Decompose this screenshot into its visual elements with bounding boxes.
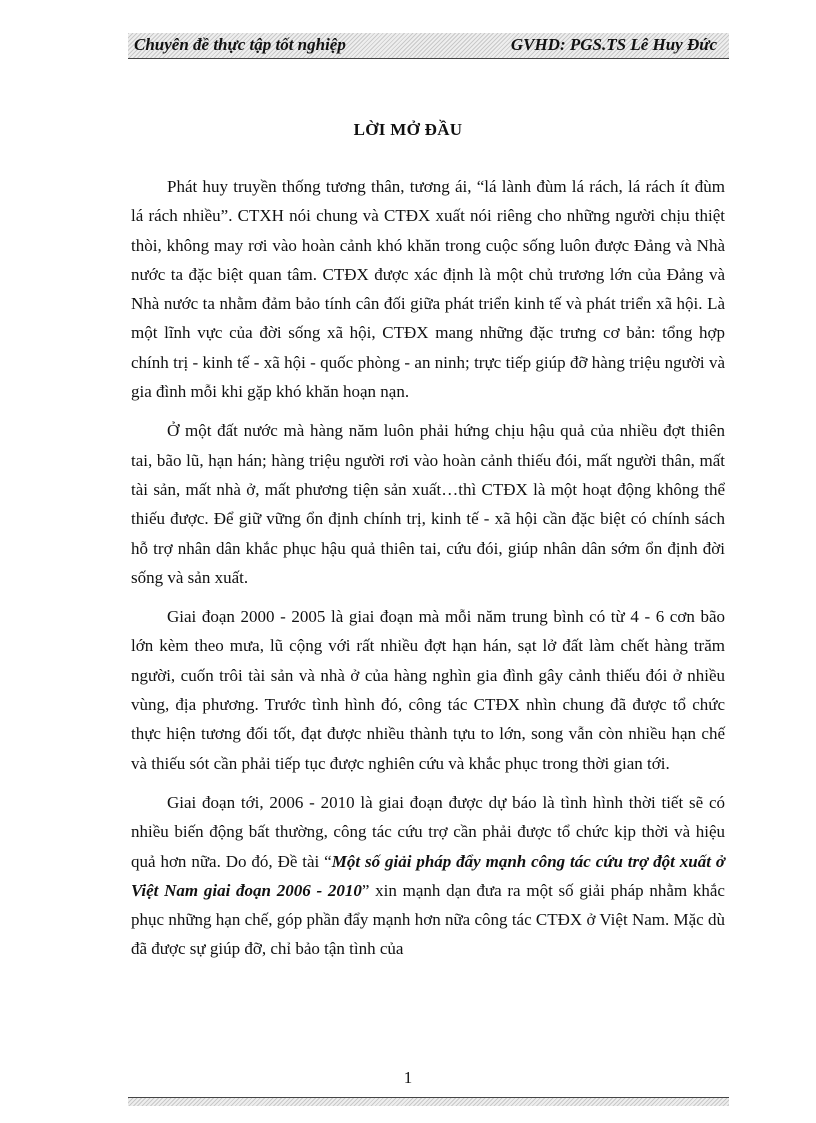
header-course-title: Chuyên đề thực tập tốt nghiệp (134, 35, 346, 54)
paragraph-4-continuation: ” xin mạnh dạn đưa ra một số giải pháp nhằm khắc phục những hạn chế, góp phần đẩy mạnh hơn nữa công tác CTĐX ở Việt Nam. Mặc dù đã được sự giúp đỡ, chỉ bảo tận tình của (131, 880, 725, 959)
header-supervisor: GVHD: PGS.TS Lê Huy Đức (510, 35, 717, 54)
paragraph-3: Giai đoạn 2000 - 2005 là giai đoạn mà mỗi năm trung bình có từ 4 - 6 cơn bão lớn kèm theo mưa, lũ cộng với rất nhiều đợt hạn hán, sạt lở đất làm chết hàng trăm người, cuốn trôi tài sản và nhà ở của hàng nghìn gia đình gây cảnh thiếu đói ở nhiều vùng, địa phương. Trước tình hình đó, công tác CTĐX nhìn chung đã được tổ chức thực hiện tương đối tốt, đạt được nhiều thành tựu to lớn, song vẫn còn nhiều hạn chế và thiếu sót cần phải tiếp tục được nghiên cứu và khắc phục trong thời gian tới. (131, 607, 725, 773)
thesis-topic-title: Một số giải pháp đẩy mạnh công tác cứu trợ đột xuất ở Việt Nam giai đoạn 2006 - 2010 (131, 851, 725, 900)
body-text (131, 172, 725, 974)
paragraph-4-intro: Giai đoạn tới, 2006 - 2010 là giai đoạn được dự báo là tình hình thời tiết sẽ có nhiều biến động bất thường, công tác cứu trợ cần phải được tổ chức kịp thời và hiệu quả hơn nữa. Do đó, Đề tài “ (131, 792, 725, 871)
page-footer-bar (128, 1097, 729, 1106)
page-number: 1 (403, 1068, 413, 1087)
paragraph-4 (131, 788, 725, 964)
page-header (128, 33, 729, 59)
paragraph-1: Phát huy truyền thống tương thân, tương ái, “lá lành đùm lá rách, lá rách ít đùm lá rách nhiều”. CTXH nói chung và CTĐX xuất nói riêng cho những người chịu thiệt thòi, không may rơi vào hoàn cảnh khó khăn trong cuộc sống luôn được Đảng và Nhà nước ta đặc biệt quan tâm. CTĐX được xác định là một chủ trương lớn của Đảng và Nhà nước ta nhằm đảm bảo tính cân đối giữa phát triển kinh tế và phát triển xã hội. Là một lĩnh vực của đời sống xã hội, CTĐX mang những đặc trưng cơ bản: tổng hợp chính trị - kinh tế - xã hội - quốc phòng - an ninh; trực tiếp giúp đỡ hàng triệu người và gia đình mỗi khi gặp khó khăn hoạn nạn. (131, 177, 725, 402)
paragraph-2: Ở một đất nước mà hàng năm luôn phải hứng chịu hậu quả của nhiều đợt thiên tai, bão lũ, hạn hán; hàng triệu người rơi vào hoàn cảnh thiếu đói, mất người thân, mất tài sản, mất nhà ở, mất phương tiện sản xuất…thì CTĐX là một hoạt động không thể thiếu được. Để giữ vững ổn định chính trị, kinh tế - xã hội cần đặc biệt có chính sách hỗ trợ nhân dân khắc phục hậu quả thiên tai, cứu đói, giúp nhân dân sớm ổn định đời sống và sản xuất. (131, 421, 725, 587)
page-title: LỜI MỞ ĐẦU (353, 120, 463, 139)
